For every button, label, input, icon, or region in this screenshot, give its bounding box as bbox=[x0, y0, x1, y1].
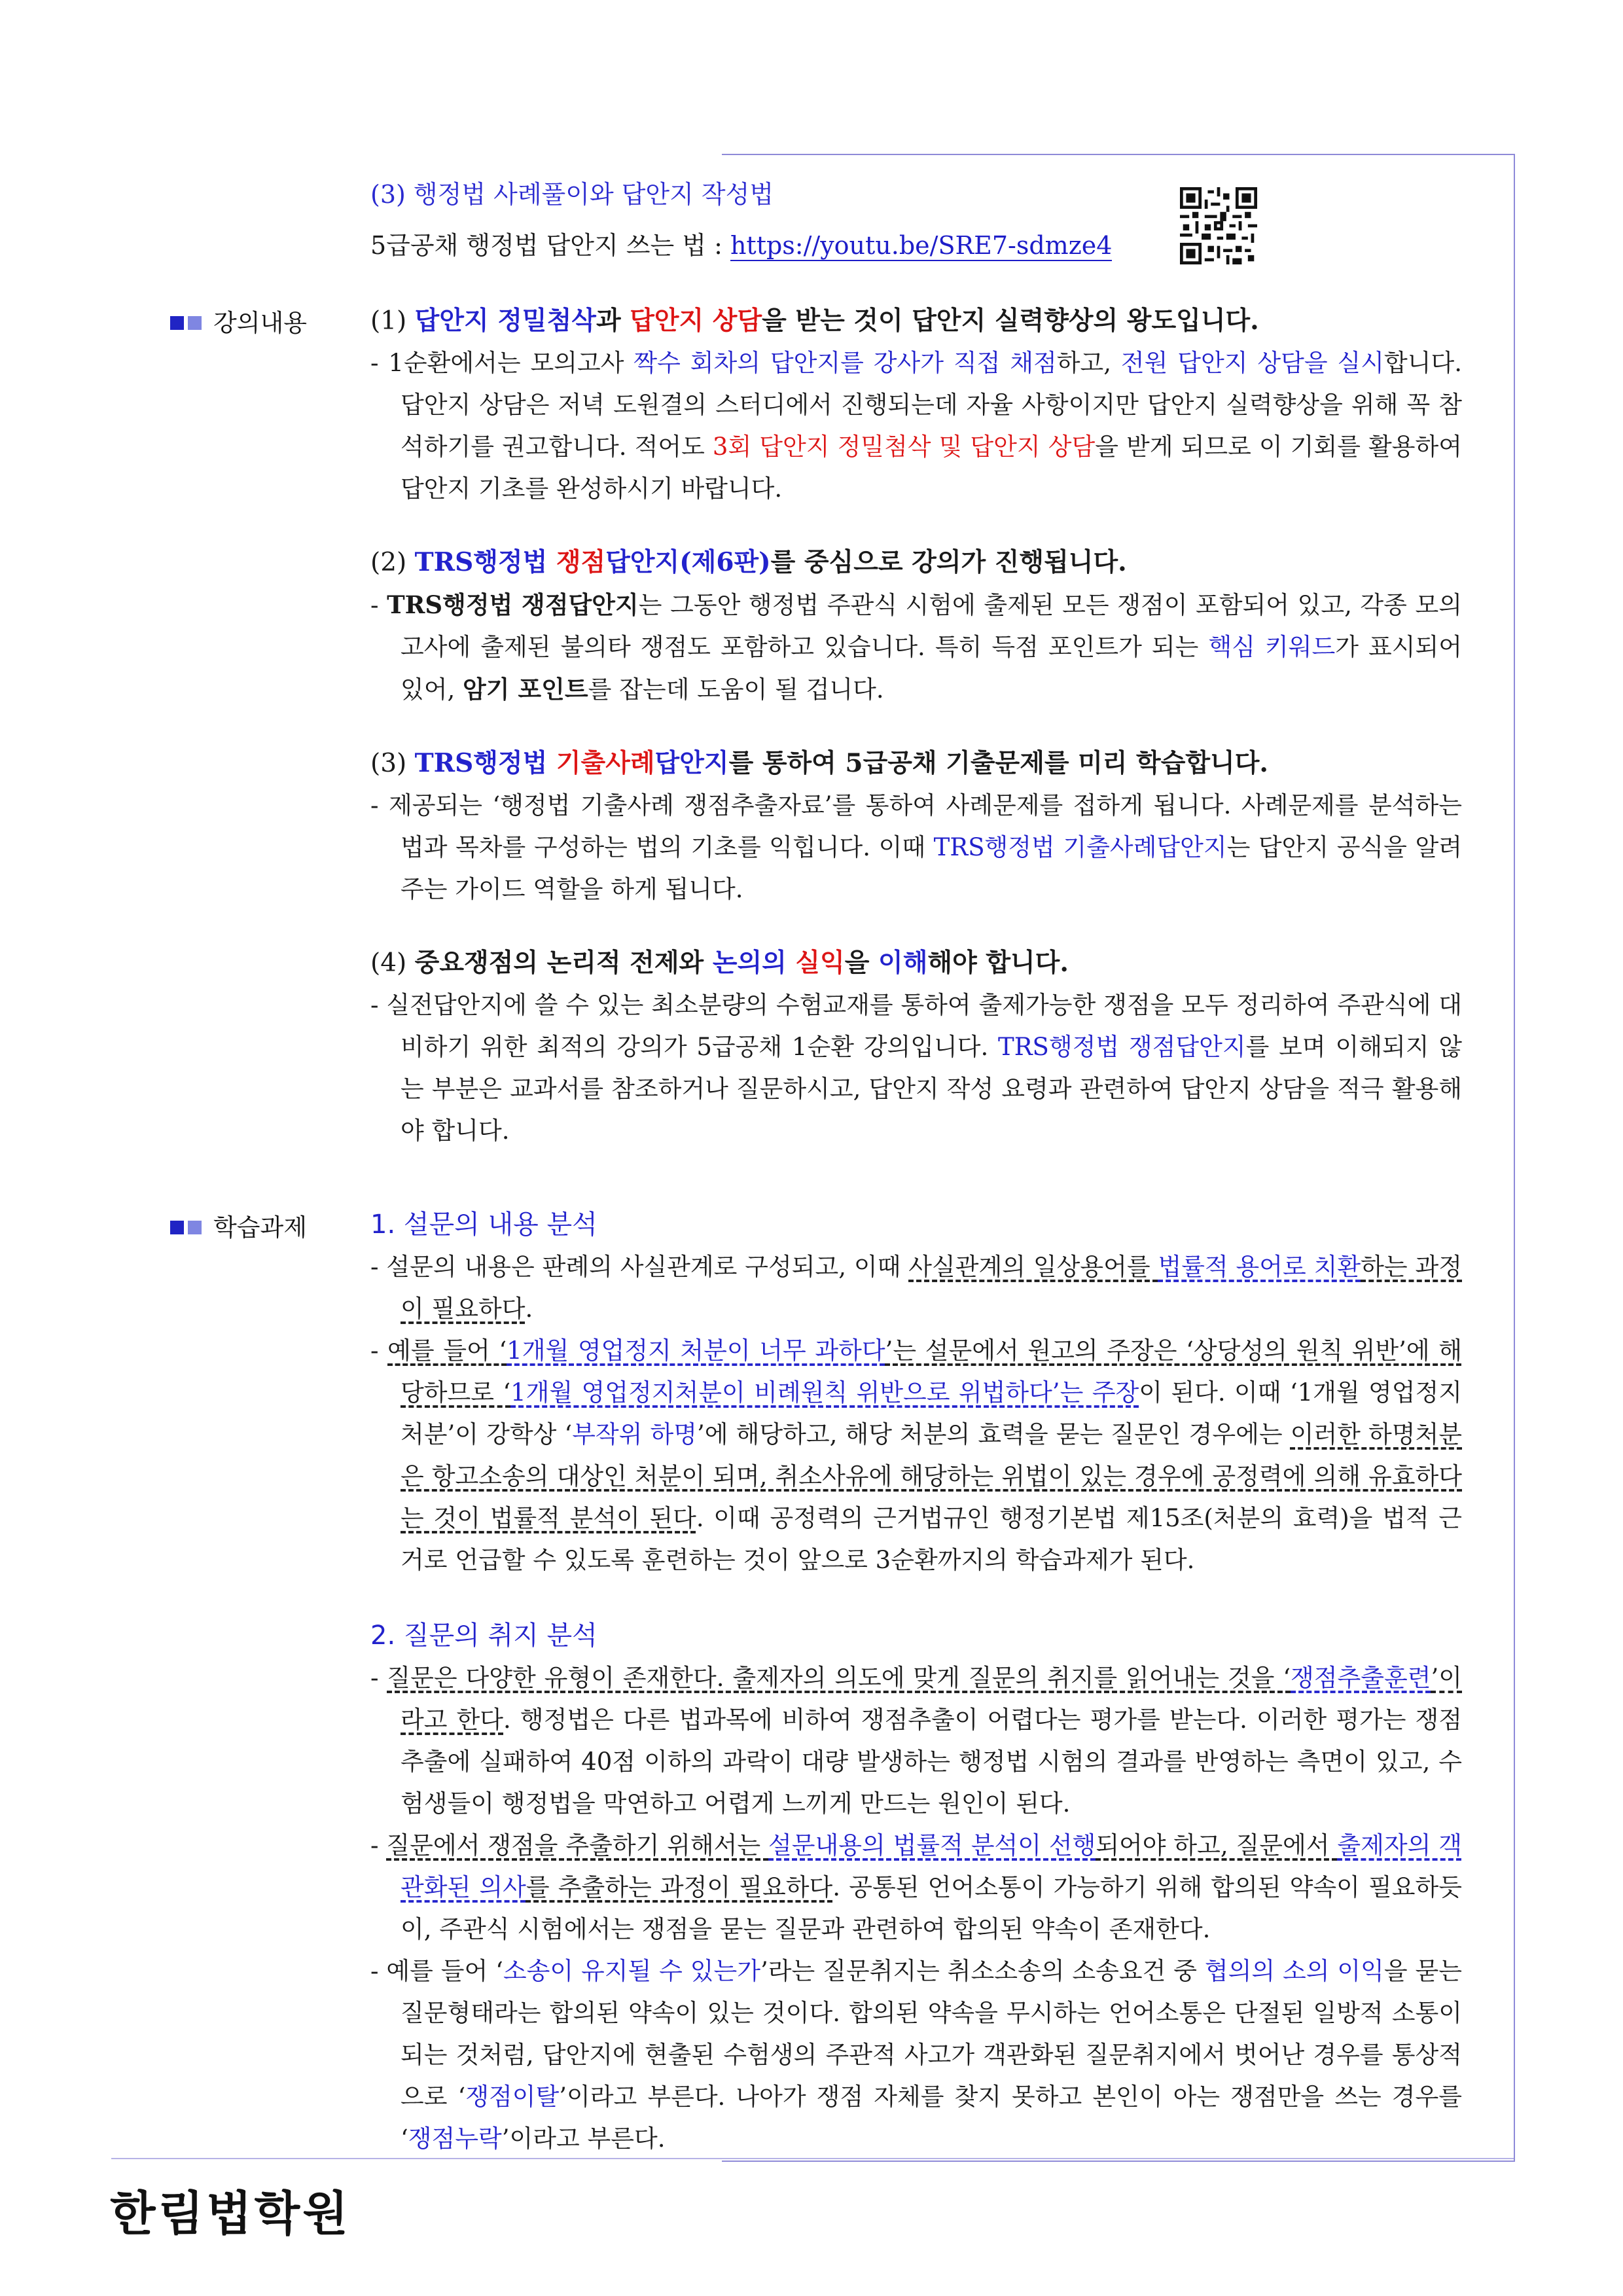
bullet-square-icon bbox=[188, 316, 202, 330]
lecture-content bbox=[370, 300, 1462, 1152]
study-content bbox=[370, 1203, 1462, 2160]
study-item-2-heading: 2. 질문의 취지 분석 bbox=[370, 1621, 597, 1651]
lecture-item-4-body: - 실전답안지에 쓸 수 있는 최소분량의 수험교재를 통하여 출제가능한 쟁점을 모두 정리하여 주관식에 대비하기 위한 최적의 강의가 5급공채 1순환 강의입니다. TRS행정법 쟁점답안지를 보며 이해되지 않는 부분은 교과서를 참조하거나 질문하시고, 답안지 작성 요령과 관련하여 답안지 상담을 적극 활용해야 합니다. bbox=[370, 991, 1462, 1145]
lecture-item-3-body: - 제공되는 ‘행정법 기출사례 쟁점추출자료’를 통하여 사례문제를 접하게 됩니다. 사례문제를 분석하는 법과 목차를 구성하는 법의 기초를 익힙니다. 이때 TRS행정법 기출사례답안지는 답안지 공식을 알려주는 가이드 역할을 하게 됩니다. bbox=[370, 791, 1462, 903]
youtube-link[interactable]: https://youtu.be/SRE7-sdmze4 bbox=[730, 231, 1113, 260]
lecture-label: 강의내용 bbox=[170, 303, 307, 338]
bullet-square-icon bbox=[188, 1221, 202, 1234]
study-item-2-bullet-3: - 예를 들어 ‘소송이 유지될 수 있는가’라는 질문취지는 취소소송의 소송요건 중 협의의 소의 이익을 묻는 질문형태라는 합의된 약속이 있는 것이다. 합의된 약속을 무시하는 언어소통은 단절된 일방적 소통이 되는 것처럼, 답안지에 현출된 수험생의 주관적 사고가 객관화된 질문취지에서 벗어난 경우를 통상적으로 ‘쟁점이탈’이라고 부른다. 나아가 쟁점 자체를 찾지 못하고 본인이 아는 쟁점만을 쓰는 경우를 ‘쟁점누락’이라고 부른다. bbox=[370, 1957, 1462, 2153]
lecture-item-1-body: - 1순환에서는 모의고사 짝수 회차의 답안지를 강사가 직접 채점하고, 전원 답안지 상담을 실시합니다. 답안지 상담은 저녁 도원결의 스터디에서 진행되는데 자율 사항이지만 답안지 실력향상을 위해 꼭 참석하기를 권고합니다. 적어도 3회 답안지 정밀첨삭 및 답안지 상담을 받게 되므로 이 기회를 활용하여 답안지 기초를 완성하시기 바랍니다. bbox=[370, 349, 1463, 503]
url-label: 5급공채 행정법 답안지 쓰는 법 : bbox=[370, 231, 730, 260]
study-item-1-heading: 1. 설문의 내용 분석 bbox=[370, 1210, 597, 1240]
lecture-item-2-heading: (2) TRS행정법 쟁점답안지(제6판)를 중심으로 강의가 진행됩니다. bbox=[370, 547, 1127, 577]
study-item-2-bullet-2: - 질문에서 쟁점을 추출하기 위해서는 설문내용의 법률적 분석이 선행되어야 하고, 질문에서 출제자의 객관화된 의사를 추출하는 과정이 필요하다. 공통된 언어소통이 가능하기 위해 합의된 약속이 필요하듯이, 주관식 시험에서는 쟁점을 묻는 질문과 관련하여 합의된 약속이 존재한다. bbox=[370, 1831, 1462, 1943]
lecture-item-3-heading: (3) TRS행정법 기출사례답안지를 통하여 5급공채 기출문제를 미리 학습합니다. bbox=[370, 748, 1268, 778]
bullet-square-icon bbox=[170, 316, 184, 330]
header-block bbox=[370, 175, 1188, 264]
study-item-1-bullet-1: - 설문의 내용은 판례의 사실관계로 구성되고, 이때 사실관계의 일상용어를 법률적 용어로 치환하는 과정이 필요하다. bbox=[370, 1253, 1463, 1323]
study-item-1-bullet-2: - 예를 들어 ‘1개월 영업정지 처분이 너무 과하다’는 설문에서 원고의 주장은 ‘상당성의 원칙 위반’에 해당하므로 ‘1개월 영업정지처분이 비례원칙 위반으로 위법하다’는 주장이 된다. 이때 ‘1개월 영업정지처분’이 강학상 ‘부작위 하명’에 해당하고, 해당 처분의 효력을 묻는 질문인 경우에는 이러한 하명처분은 항고소송의 대상인 처분이 되며, 취소사유에 해당하는 위법이 있는 경우에 공정력에 의해 유효하다는 것이 법률적 분석이 된다. 이때 공정력의 근거법규인 행정기본법 제15조(처분의 효력)을 법적 근거로 언급할 수 있도록 훈련하는 것이 앞으로 3순환까지의 학습과제가 된다. bbox=[370, 1336, 1463, 1574]
hanrim-logo: 한림법학원 bbox=[110, 2186, 351, 2241]
url-line bbox=[370, 226, 1188, 264]
lecture-item-4-heading: (4) 중요쟁점의 논리적 전제와 논의의 실익을 이해해야 합니다. bbox=[370, 948, 1069, 978]
bullet-square-icon bbox=[170, 1221, 184, 1234]
study-label: 학습과제 bbox=[170, 1208, 307, 1243]
study-item-2-bullet-1: - 질문은 다양한 유형이 존재한다. 출제자의 의도에 맞게 질문의 취지를 읽어내는 것을 ‘쟁점추출훈련’이라고 한다. 행정법은 다른 법과목에 비하여 쟁점추출이 어렵다는 평가를 받는다. 이러한 평가는 쟁점추출에 실패하여 40점 이하의 과락이 대량 발생하는 행정법 시험의 결과를 반영하는 측면이 있고, 수험생들이 행정법을 막연하고 어렵게 느끼게 만드는 원인이 된다. bbox=[370, 1664, 1463, 1818]
qr-code-icon bbox=[1180, 187, 1257, 264]
lecture-item-2-body: - TRS행정법 쟁점답안지는 그동안 행정법 주관식 시험에 출제된 모든 쟁점이 포함되어 있고, 각종 모의고사에 출제된 불의타 쟁점도 포함하고 있습니다. 특히 득점 포인트가 되는 핵심 키워드가 표시되어 있어, 암기 포인트를 잡는데 도움이 될 겁니다. bbox=[370, 590, 1462, 704]
section-title: (3) 행정법 사례풀이와 답안지 작성법 bbox=[370, 180, 774, 209]
lecture-item-1-heading: (1) 답안지 정밀첨삭과 답안지 상담을 받는 것이 답안지 실력향상의 왕도입니다. bbox=[370, 306, 1259, 336]
